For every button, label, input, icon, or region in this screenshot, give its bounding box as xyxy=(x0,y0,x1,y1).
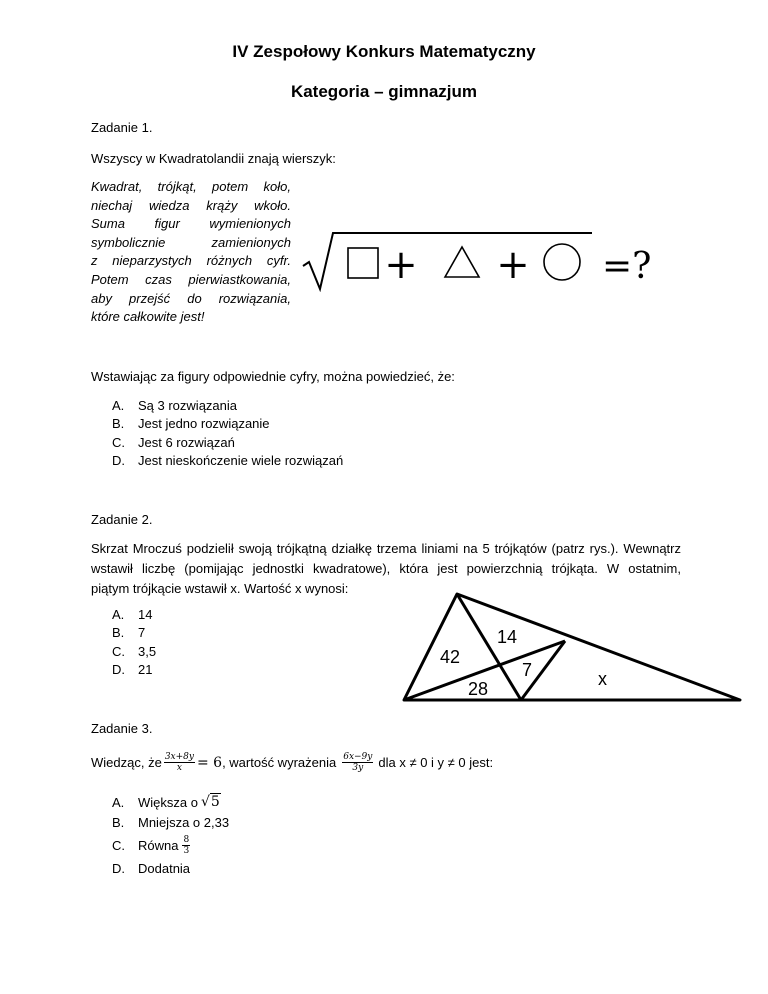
answer-letter: C. xyxy=(112,837,125,853)
answer-option[interactable] xyxy=(112,832,229,858)
task1-heading: Zadanie 1. xyxy=(91,120,153,135)
answer-text: Jest 6 rozwiązań xyxy=(138,434,235,450)
answer-option[interactable] xyxy=(112,858,229,878)
task2-text-line: piątym trójkącie wstawił x. Wartość x wynosi: xyxy=(91,581,349,596)
fraction-2 xyxy=(342,752,373,773)
task3-text-before: Wiedząc, że xyxy=(91,755,162,770)
fraction-numerator: 8 xyxy=(183,834,190,845)
answer-letter: A. xyxy=(112,794,125,810)
task2-heading: Zadanie 2. xyxy=(91,512,153,527)
area-label-x: x xyxy=(598,669,607,689)
answer-option[interactable] xyxy=(112,792,229,812)
answer-text: Większa o xyxy=(138,794,198,810)
answer-letter: C. xyxy=(112,434,125,450)
sqrt-equation-figure xyxy=(300,228,672,292)
answer-option[interactable] xyxy=(112,398,343,416)
answer-text: Jest jedno rozwiązanie xyxy=(138,416,270,432)
triangle-figure xyxy=(400,590,745,706)
sqrt-radicand: 5 xyxy=(210,794,220,810)
task3-text-mid: , wartość wyrażenia xyxy=(222,755,337,770)
task1-poem xyxy=(91,178,291,327)
answer-letter: B. xyxy=(112,625,125,641)
answer-letter: D. xyxy=(112,662,125,678)
poem-line: które całkowite jest! xyxy=(91,309,205,325)
sqrt-sign xyxy=(303,233,592,289)
poem-line: symbolicznie zamienionych xyxy=(91,234,291,250)
triangle-shape xyxy=(445,247,479,277)
cevian-line-2 xyxy=(457,594,521,700)
fraction-2-numerator: 6x−9y xyxy=(343,752,373,762)
page-title: IV Zespołowy Konkurs Matematyczny xyxy=(232,42,536,61)
area-label-7: 7 xyxy=(522,660,533,680)
area-label-28: 28 xyxy=(468,679,489,699)
plus-sign-2: + xyxy=(496,242,530,288)
answer-option[interactable] xyxy=(112,453,343,471)
poem-line: niechaj wiedza krąży wkoło. xyxy=(91,197,291,213)
area-label-42: 42 xyxy=(440,647,461,667)
answer-letter: A. xyxy=(112,398,125,413)
square-shape xyxy=(348,248,378,278)
fraction-denominator: 3 xyxy=(183,845,190,856)
answer-text: 7 xyxy=(138,625,146,641)
poem-line: Suma figur wymienionych xyxy=(91,216,291,232)
task1-answers xyxy=(112,398,343,472)
answer-option[interactable] xyxy=(112,625,156,643)
task3-text-after: dla x ≠ 0 i y ≠ 0 jest: xyxy=(378,755,494,770)
plus-sign-1: + xyxy=(384,242,418,288)
page-subtitle: Kategoria – gimnazjum xyxy=(290,82,478,101)
answer-letter: C. xyxy=(112,643,125,659)
answer-text: Jest nieskończenie wiele rozwiązań xyxy=(138,453,344,469)
area-label-14: 14 xyxy=(497,627,518,647)
fraction-8-3 xyxy=(182,835,190,856)
task1-question: Wstawiając za figury odpowiednie cyfry, można powiedzieć, że: xyxy=(91,369,455,384)
equation-value: = 6 xyxy=(196,754,223,771)
task3-answers xyxy=(112,792,229,878)
equals-question: =? xyxy=(602,246,652,287)
fraction-1-denominator: x xyxy=(176,763,182,773)
answer-letter: A. xyxy=(112,607,125,622)
task3-statement xyxy=(91,752,493,773)
answer-letter: B. xyxy=(112,814,125,830)
task1-intro: Wszyscy w Kwadratolandii znają wierszyk: xyxy=(91,151,336,166)
answer-option[interactable] xyxy=(112,435,343,453)
answer-text: Równa xyxy=(138,837,179,853)
circle-shape xyxy=(544,244,580,280)
fraction-2-denominator: 3y xyxy=(352,763,364,773)
answer-text: 3,5 xyxy=(138,643,157,659)
fraction-1 xyxy=(164,752,195,773)
poem-line: aby przejść do rozwiązania, xyxy=(91,290,291,306)
task2-text-line: Skrzat Mroczuś podzielił swoją trójkątną działkę trzema liniami na 5 trójkątów (patrz rys.). Wewnątrz xyxy=(91,541,681,556)
answer-text: Dodatnia xyxy=(138,860,191,876)
answer-letter: D. xyxy=(112,860,125,876)
fraction-1-numerator: 3x+8y xyxy=(164,752,194,762)
poem-line: z nieparzystych różnych cyfr. xyxy=(91,253,291,269)
answer-letter: B. xyxy=(112,416,125,432)
answer-option[interactable] xyxy=(112,812,229,832)
answer-option[interactable] xyxy=(112,662,156,680)
task2-text-line: wstawił liczbę (pomijając jednostki kwadratowe), która jest powierzchnią trójkąta. W ostatnim, xyxy=(91,561,681,576)
sqrt-expression: √5 xyxy=(200,794,220,810)
answer-option[interactable] xyxy=(112,416,343,434)
answer-text: Są 3 rozwiązania xyxy=(138,398,237,413)
task2-answers xyxy=(112,607,156,681)
answer-option[interactable] xyxy=(112,644,156,662)
answer-option[interactable] xyxy=(112,607,156,625)
answer-text: 14 xyxy=(138,607,153,622)
answer-letter: D. xyxy=(112,453,125,469)
task3-heading: Zadanie 3. xyxy=(91,721,153,736)
answer-text: 21 xyxy=(138,662,153,678)
poem-line: Potem czas pierwiastkowania, xyxy=(91,271,291,287)
answer-text: Mniejsza o 2,33 xyxy=(138,814,230,830)
poem-line: Kwadrat, trójkąt, potem koło, xyxy=(91,179,291,194)
